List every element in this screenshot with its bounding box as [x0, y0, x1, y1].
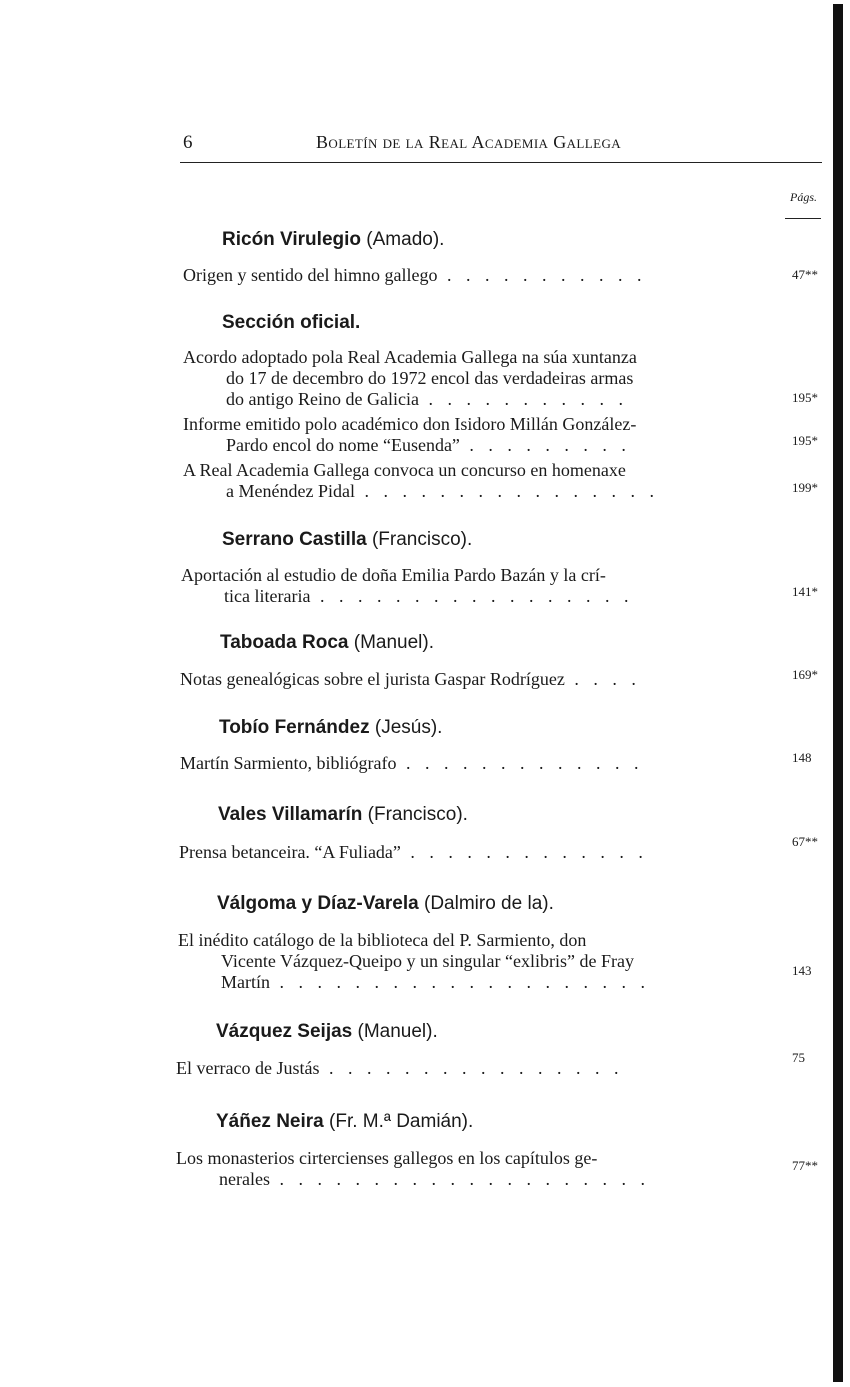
author-heading: Yáñez Neira (Fr. M.ª Damián). — [216, 1111, 474, 1132]
article-title: Origen y sentido del himno gallego . . . . . . . . . . . — [183, 265, 647, 285]
running-title: Boletín de la Real Academia Gallega — [316, 132, 622, 152]
page-reference: 67** — [792, 834, 818, 849]
page-reference: 195* — [792, 433, 818, 448]
article-title: Los monasterios cirtercienses gallegos en los capítulos ge- nerales . . . . . . . . . . . . . . . . . . . . — [176, 1148, 650, 1189]
page-header — [180, 128, 822, 163]
article-title: Notas genealógicas sobre el jurista Gaspar Rodríguez . . . . — [180, 669, 641, 689]
author-heading: Vales Villamarín (Francisco). — [218, 804, 468, 825]
author-heading: Válgoma y Díaz-Varela (Dalmiro de la). — [217, 893, 554, 914]
article-title: A Real Academia Gallega convoca un concurso en homenaxe a Menéndez Pidal . . . . . . . . . . . . . . . . — [183, 460, 659, 501]
pages-column-rule — [785, 218, 821, 219]
author-heading: Tobío Fernández (Jesús). — [219, 717, 443, 738]
page-reference: 148 — [792, 750, 812, 765]
page-reference: 195* — [792, 390, 818, 405]
article-title: El inédito catálogo de la biblioteca del P. Sarmiento, don Vicente Vázquez-Queipo y un singular “exlibris” de Fray Martín . . . . . . . . . . . . . . . . . . . . — [178, 930, 650, 992]
author-heading: Serrano Castilla (Francisco). — [222, 529, 473, 550]
author-heading: Ricón Virulegio (Amado). — [222, 229, 445, 250]
article-title: Prensa betanceira. “A Fuliada” . . . . . . . . . . . . . — [179, 842, 648, 862]
article-title: Aportación al estudio de doña Emilia Pardo Bazán y la crí- tica literaria . . . . . . . . . . . . . . . . . — [181, 565, 634, 606]
article-title: Martín Sarmiento, bibliógrafo . . . . . . . . . . . . . — [180, 753, 644, 773]
page-reference: 169* — [792, 667, 818, 682]
page-reference: 77** — [792, 1158, 818, 1173]
page-reference: 199* — [792, 480, 818, 495]
page-number: 6 — [183, 132, 193, 153]
page-edge-shadow — [833, 4, 843, 1382]
page-reference: 143 — [792, 963, 812, 978]
author-heading: Vázquez Seijas (Manuel). — [216, 1021, 438, 1042]
article-title: Acordo adoptado pola Real Academia Gallega na súa xuntanza do 17 de decembro do 1972 encol das verdadeiras armas do antigo Reino de Galicia . . . . . . . . . . . — [183, 347, 637, 409]
page-reference: 75 — [792, 1050, 805, 1065]
page-reference: 141* — [792, 584, 818, 599]
author-heading: Sección oficial. — [222, 312, 361, 333]
article-title: El verraco de Justás . . . . . . . . . . . . . . . . — [176, 1058, 624, 1078]
page-reference: 47** — [792, 267, 818, 282]
pages-column-label: Págs. — [790, 190, 817, 204]
author-heading: Taboada Roca (Manuel). — [220, 632, 434, 653]
article-title: Informe emitido polo académico don Isidoro Millán González- Pardo encol do nome “Eusenda” . . . . . . . . . — [183, 414, 637, 455]
